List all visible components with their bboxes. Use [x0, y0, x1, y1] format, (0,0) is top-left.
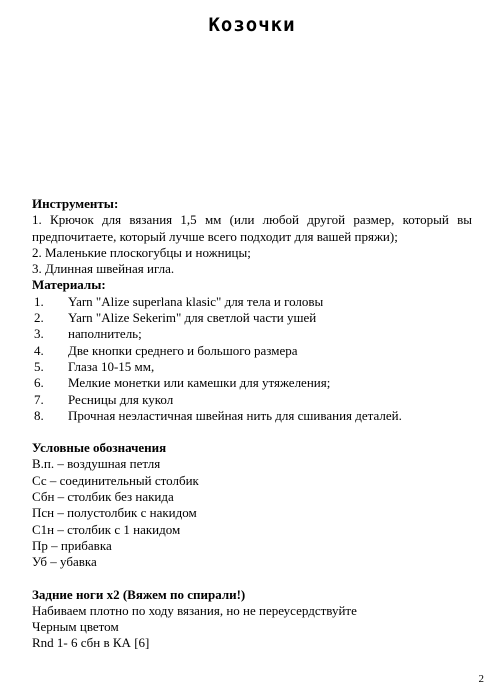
list-text: Ресницы для кукол	[68, 391, 174, 407]
legend-item: Сс – соединительный столбик	[32, 472, 199, 488]
legend-item: С1н – столбик с 1 накидом	[32, 521, 181, 537]
list-item	[32, 343, 472, 359]
list-text: Мелкие монетки или камешки для утяжеления;	[68, 375, 331, 391]
legs-line: Набиваем плотно по ходу вязания, но не переусердствуйте	[32, 602, 357, 618]
list-item	[32, 294, 472, 310]
list-number: 6.	[34, 375, 44, 391]
list-number: 3.	[34, 326, 44, 342]
tools-heading: Инструменты:	[32, 196, 119, 211]
tools-item: 3. Длинная швейная игла.	[32, 261, 175, 277]
list-text: наполнитель;	[68, 326, 142, 342]
list-number: 1.	[34, 293, 44, 309]
list-number: 2.	[34, 310, 44, 326]
legend-item: Псн – полустолбик с накидом	[32, 505, 197, 521]
legend-item: Уб – убавка	[32, 554, 97, 570]
list-item	[32, 375, 472, 391]
list-item	[32, 326, 472, 342]
spacer	[32, 424, 472, 440]
list-number: 7.	[34, 391, 44, 407]
list-item	[32, 392, 472, 408]
page-title: Козочки	[208, 14, 296, 36]
list-number: 4.	[34, 342, 44, 358]
document-body	[32, 196, 472, 652]
list-text: Две кнопки среднего и большого размера	[68, 342, 298, 358]
legend-heading: Условные обозначения	[32, 440, 167, 456]
tools-item: 1. Крючок для вязания 1,5 мм (или любой другой размер, который вы предпочитаете, который лучше всего подходит для вашей пряжи);	[32, 212, 472, 244]
list-number: 8.	[34, 407, 44, 423]
materials-heading: Материалы:	[32, 277, 106, 293]
list-text: Yarn "Alize superlana klasic" для тела и головы	[68, 293, 324, 309]
list-text: Прочная неэластичная швейная нить для сшивания деталей.	[68, 407, 402, 423]
list-text: Глаза 10-15 мм,	[68, 358, 155, 374]
spacer	[32, 571, 472, 587]
list-number: 5.	[34, 358, 44, 374]
list-item	[32, 408, 472, 424]
legend-item: Сбн – столбик без накида	[32, 489, 174, 505]
page-number: 2	[478, 673, 484, 685]
legs-line: Rnd 1- 6 сбн в КА [6]	[32, 635, 150, 651]
legs-heading: Задние ноги х2 (Вяжем по спирали!)	[32, 586, 246, 602]
tools-item: 2. Маленькие плоскогубцы и ножницы;	[32, 244, 251, 260]
list-item	[32, 310, 472, 326]
list-text: Yarn "Alize Sekerim" для светлой части ушей	[68, 310, 317, 326]
materials-list	[32, 294, 472, 424]
legend-item: Пр – прибавка	[32, 537, 112, 553]
list-item	[32, 359, 472, 375]
legs-line: Черным цветом	[32, 619, 119, 635]
legend-item: В.п. – воздушная петля	[32, 456, 161, 472]
